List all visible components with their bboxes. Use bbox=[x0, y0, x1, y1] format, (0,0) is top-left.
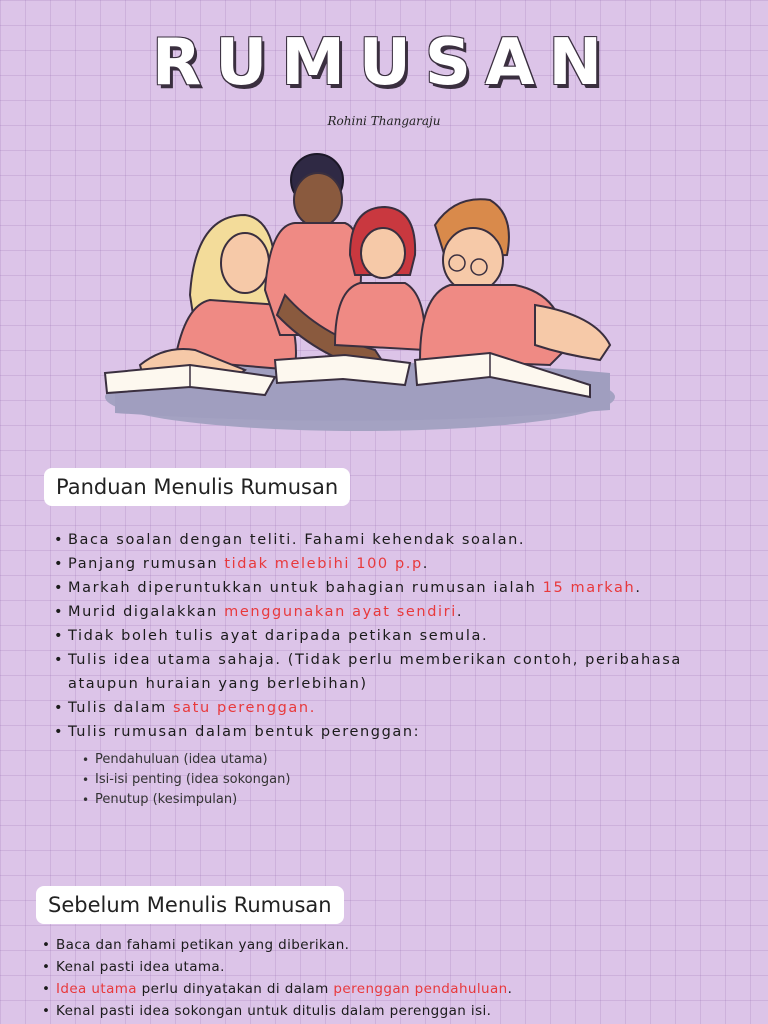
page-title: RUMUSAN bbox=[151, 26, 617, 100]
highlight-text: 15 markah bbox=[542, 580, 636, 596]
list-item: • Tidak boleh tulis ayat daripada petikan semula. bbox=[54, 624, 744, 648]
highlight-text: satu perenggan. bbox=[173, 700, 316, 716]
highlight-text: perenggan pendahuluan bbox=[333, 981, 508, 997]
list-item: • Panjang rumusan tidak melebihi 100 p.p. bbox=[54, 552, 744, 576]
highlight-text: menggunakan ayat sendiri bbox=[224, 604, 457, 620]
list-item: • Markah diperuntukkan untuk bahagian rumusan ialah 15 markah. bbox=[54, 576, 744, 600]
list-item: • Kenal pasti idea sokongan untuk ditulis dalam perenggan isi. bbox=[42, 1000, 742, 1022]
section-heading-sebelum: Sebelum Menulis Rumusan bbox=[36, 886, 344, 924]
sebelum-list bbox=[42, 934, 742, 1022]
list-item: • Kenal pasti idea utama. bbox=[42, 956, 742, 978]
list-item: • Murid digalakkan menggunakan ayat sendiri. bbox=[54, 600, 744, 624]
list-item: • Tulis idea utama sahaja. (Tidak perlu memberikan contoh, peribahasa ataupun huraian yang berlebihan) bbox=[54, 648, 744, 696]
list-item: • Tulis dalam satu perenggan. bbox=[54, 696, 744, 720]
list-item: • Tulis rumusan dalam bentuk perenggan: bbox=[54, 720, 744, 744]
author-credit: Rohini Thangaraju bbox=[327, 114, 441, 128]
list-item: • Baca soalan dengan teliti. Fahami kehendak soalan. bbox=[54, 528, 744, 552]
list-item: • Idea utama perlu dinyatakan di dalam perenggan pendahuluan. bbox=[42, 978, 742, 1000]
list-item: • Baca dan fahami petikan yang diberikan. bbox=[42, 934, 742, 956]
section-heading-panduan: Panduan Menulis Rumusan bbox=[44, 468, 350, 506]
sub-list-item: • Pendahuluan (idea utama) bbox=[82, 750, 290, 770]
students-studying-illustration bbox=[95, 145, 620, 435]
highlight-text: Idea utama bbox=[56, 981, 137, 997]
panduan-list bbox=[54, 528, 744, 744]
paragraph-structure-list bbox=[82, 750, 290, 810]
highlight-text: tidak melebihi 100 p.p bbox=[224, 556, 423, 572]
sub-list-item: • Penutup (kesimpulan) bbox=[82, 790, 290, 810]
sub-list-item: • Isi-isi penting (idea sokongan) bbox=[82, 770, 290, 790]
